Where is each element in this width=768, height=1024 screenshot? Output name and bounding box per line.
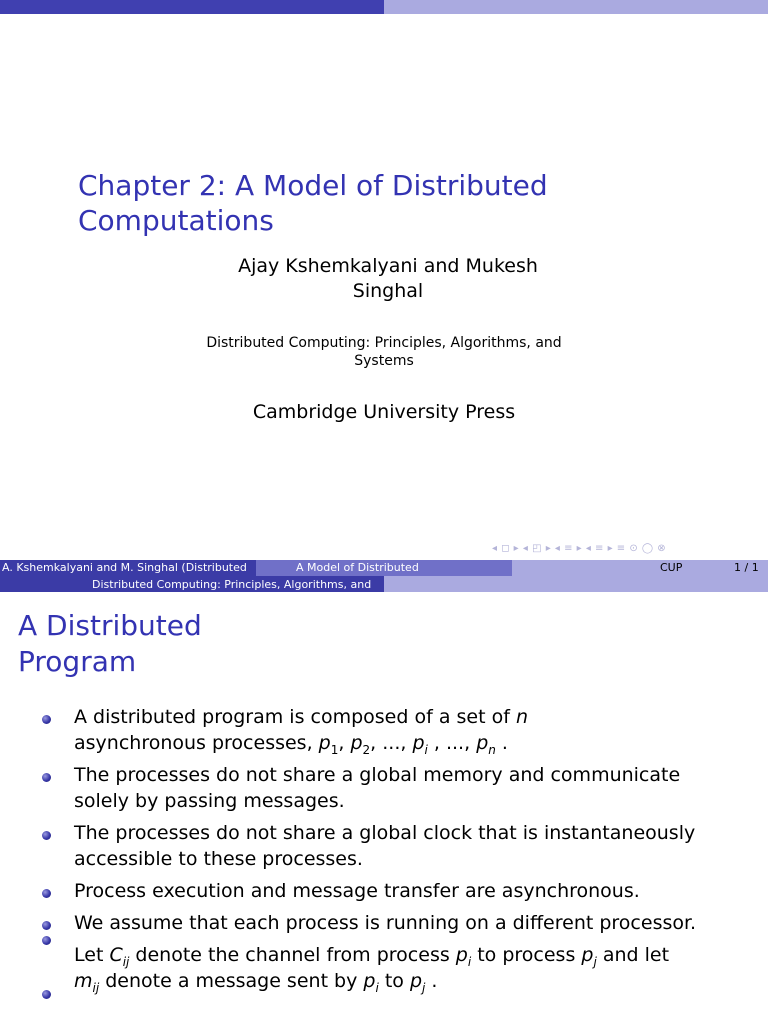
list-item-text: . (425, 970, 438, 992)
math-sep: . (495, 732, 508, 754)
list-item-text: Let (74, 944, 110, 966)
bullet-list (40, 704, 740, 1000)
math-sub: n (488, 742, 496, 757)
frame-title: A Distributed Program (18, 609, 202, 678)
slide-authors: Ajay Kshemkalyani and Mukesh Singhal (238, 255, 538, 302)
list-item-text: denote a message sent by (99, 970, 364, 992)
math-sep: , ..., (370, 732, 413, 754)
math-sub: j (422, 980, 426, 995)
math-sub: ij (122, 954, 130, 969)
list-item (40, 704, 740, 756)
list-item-text: A distributed program is composed of a set of (74, 706, 516, 728)
math-sub: i (424, 742, 428, 757)
footline-authors-box (0, 560, 256, 576)
bullet-ball-icon (42, 889, 51, 898)
slide-publisher: Cambridge University Press (252, 401, 516, 423)
footline-title-box (256, 560, 512, 576)
math-sub: j (593, 954, 597, 969)
math-m: m (74, 970, 93, 992)
list-item-text: Process execution and message transfer are asynchronous. (74, 880, 640, 902)
bullet-ball-icon (42, 715, 51, 724)
math-sep: , (338, 732, 351, 754)
footline-page-number: 1 / 1 (734, 561, 759, 574)
math-sub: 2 (362, 742, 371, 757)
list-item (40, 942, 740, 994)
list-item-text: The processes do not share a global memory and communicate solely by passing messages. (74, 764, 681, 812)
header-bar (0, 0, 768, 14)
math-p: p (476, 732, 489, 754)
bullet-ball-icon (42, 990, 51, 999)
footline-top (0, 560, 768, 576)
math-p: p (412, 732, 425, 754)
list-item-text: denote the channel from process (129, 944, 456, 966)
math-n: n (515, 706, 528, 728)
beamer-navigation-symbols[interactable]: ◂ ◻ ▸ ◂ ◰ ▸ ◂ ≡ ▸ ◂ ≡ ▸ ≡ ⊙ ◯ ⊗ (492, 543, 667, 554)
list-item (40, 762, 740, 814)
list-item-text: and let (596, 944, 670, 966)
footline-publisher: CUP (660, 561, 683, 574)
bullet-ball-icon (42, 936, 51, 945)
math-p: p (318, 732, 331, 754)
footline-bottom (0, 576, 768, 592)
slide-book-title: Distributed Computing: Principles, Algorithms, and Systems (206, 335, 562, 369)
bullet-ball-icon (42, 773, 51, 782)
list-item (40, 910, 740, 936)
math-p: p (363, 970, 376, 992)
header-bar-progress (0, 0, 384, 14)
bullet-ball-icon (42, 921, 51, 930)
math-sub: 1 (330, 742, 339, 757)
math-sub: i (375, 980, 379, 995)
footline-authors: A. Kshemkalyani and M. Singhal (Distributed (2, 561, 247, 574)
math-p: p (409, 970, 423, 992)
math-p: p (581, 944, 594, 966)
list-item-text: The processes do not share a global clock that is instantaneously accessible to these processes. (74, 822, 696, 870)
list-item (40, 820, 740, 872)
math-p: p (455, 944, 468, 966)
list-item-text: We assume that each process is running on a different processor. (74, 912, 697, 934)
header-bar-remainder (384, 0, 768, 14)
footline-bottom-right (384, 576, 768, 592)
footline-book-title: Distributed Computing: Principles, Algorithms, and (92, 578, 372, 591)
footline-book-box (0, 576, 384, 592)
list-item-text: asynchronous processes, (74, 732, 319, 754)
math-p: p (350, 732, 363, 754)
footline-title: A Model of Distributed (296, 561, 419, 574)
math-sub: ij (92, 980, 100, 995)
footline-info-box (512, 560, 768, 576)
slide-title: Chapter 2: A Model of Distributed Computations (78, 169, 548, 237)
math-sub: i (467, 954, 472, 969)
list-item-text: to (378, 970, 410, 992)
math-C: C (109, 944, 123, 966)
bullet-ball-icon (42, 831, 51, 840)
list-item-text: to process (471, 944, 582, 966)
math-sep: , ..., (427, 732, 477, 754)
list-item (40, 878, 740, 904)
